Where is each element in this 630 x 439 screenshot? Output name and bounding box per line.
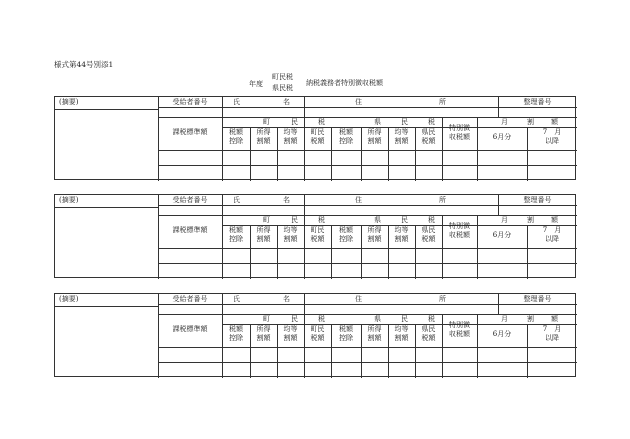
pref-deduction-label-1: 税額 [339, 226, 353, 234]
special-collection-label-1: 特別徴 [449, 321, 470, 329]
town-tax-group-3: 税 [318, 216, 325, 224]
document-title: 納税義務者特別徴収税額 [306, 79, 383, 87]
special-collection-label-2: 収税額 [449, 133, 470, 141]
summary-label: (摘要) [59, 196, 79, 204]
tax-type-prefecture: 県民税 [272, 84, 293, 92]
pref-per-capita-label-1: 均等 [394, 226, 409, 234]
pref-tax-amount-label-2: 税額 [421, 137, 436, 145]
name-label-2: 名 [283, 98, 290, 106]
pref-deduction-label-2: 控除 [339, 137, 353, 145]
pref-deduction-label-2: 控除 [339, 334, 353, 342]
town-income-label-2: 割額 [256, 334, 271, 342]
monthly-label-3: 額 [551, 315, 558, 323]
tax-record-form [54, 293, 576, 377]
fiscal-year-label: 年度 [249, 80, 263, 88]
monthly-label-1: 月 [501, 315, 508, 323]
monthly-label-2: 割 [527, 216, 534, 224]
special-collection-label-1: 特別徴 [449, 222, 470, 230]
town-per-capita-label-2: 割額 [283, 235, 298, 243]
june-label: 6月分 [492, 133, 512, 141]
tax-base-label: 課税標準額 [172, 325, 208, 333]
pref-tax-group-3: 税 [428, 118, 435, 126]
pref-per-capita-label-1: 均等 [394, 128, 409, 136]
town-deduction-label-1: 税額 [229, 128, 243, 136]
town-tax-group-2: 民 [291, 315, 298, 323]
pref-tax-group-3: 税 [428, 315, 435, 323]
special-collection-label-2: 収税額 [449, 330, 470, 338]
town-deduction-label-2: 控除 [229, 235, 243, 243]
pref-deduction-label-2: 控除 [339, 235, 353, 243]
recipient-number-label: 受給者番号 [172, 98, 208, 106]
town-tax-group-1: 町 [263, 118, 270, 126]
summary-label: (摘要) [59, 98, 79, 106]
monthly-label-2: 割 [527, 118, 534, 126]
special-collection-label-1: 特別徴 [449, 124, 470, 132]
july-label-1: 7 月 [542, 325, 562, 333]
town-tax-amount-label-1: 町民 [310, 128, 325, 136]
monthly-label-3: 額 [551, 216, 558, 224]
pref-deduction-label-1: 税額 [339, 325, 353, 333]
pref-income-label-2: 割額 [367, 334, 382, 342]
special-collection-label-2: 収税額 [449, 231, 470, 239]
recipient-number-label: 受給者番号 [172, 196, 208, 204]
town-income-label-1: 所得 [256, 325, 271, 333]
june-label: 6月分 [492, 231, 512, 239]
town-deduction-label-1: 税額 [229, 226, 243, 234]
pref-tax-group-1: 県 [374, 216, 381, 224]
pref-tax-group-3: 税 [428, 216, 435, 224]
town-tax-amount-label-1: 町民 [310, 325, 325, 333]
tax-record-form [54, 96, 576, 180]
form-number-label: 様式第44号別添1 [54, 60, 114, 69]
address-label-2: 所 [439, 196, 446, 204]
town-tax-group-1: 町 [263, 315, 270, 323]
pref-tax-amount-label-2: 税額 [421, 334, 436, 342]
town-income-label-2: 割額 [256, 137, 271, 145]
pref-per-capita-label-2: 割額 [394, 235, 409, 243]
town-deduction-label-2: 控除 [229, 137, 243, 145]
tax-base-label: 課税標準額 [172, 226, 208, 234]
town-deduction-label-2: 控除 [229, 334, 243, 342]
july-label-2: 以降 [545, 137, 559, 145]
address-label-2: 所 [439, 98, 446, 106]
summary-label: (摘要) [59, 295, 79, 303]
name-label-1: 氏 [233, 196, 240, 204]
reference-number-label: 整理番号 [523, 295, 552, 303]
town-income-label-1: 所得 [256, 226, 271, 234]
pref-tax-group-1: 県 [374, 118, 381, 126]
july-label-2: 以降 [545, 235, 559, 243]
monthly-label-1: 月 [501, 216, 508, 224]
name-label-2: 名 [283, 196, 290, 204]
town-income-label-2: 割額 [256, 235, 271, 243]
pref-income-label-1: 所得 [367, 226, 382, 234]
july-label-1: 7 月 [542, 226, 562, 234]
pref-tax-amount-label-2: 税額 [421, 235, 436, 243]
pref-tax-group-2: 民 [401, 216, 408, 224]
address-label-1: 住 [355, 196, 362, 204]
pref-tax-amount-label-1: 県民 [421, 226, 436, 234]
tax-record-form [54, 194, 576, 278]
town-tax-amount-label-1: 町民 [310, 226, 325, 234]
pref-income-label-2: 割額 [367, 137, 382, 145]
july-label-2: 以降 [545, 334, 559, 342]
town-per-capita-label-1: 均等 [283, 128, 298, 136]
july-label-1: 7 月 [542, 128, 562, 136]
pref-income-label-1: 所得 [367, 128, 382, 136]
town-deduction-label-1: 税額 [229, 325, 243, 333]
address-label-1: 住 [355, 295, 362, 303]
name-label-1: 氏 [233, 295, 240, 303]
monthly-label-2: 割 [527, 315, 534, 323]
town-tax-amount-label-2: 税額 [310, 137, 325, 145]
pref-tax-group-2: 民 [401, 118, 408, 126]
pref-tax-amount-label-1: 県民 [421, 325, 436, 333]
town-per-capita-label-1: 均等 [283, 325, 298, 333]
town-per-capita-label-2: 割額 [283, 334, 298, 342]
pref-tax-group-1: 県 [374, 315, 381, 323]
recipient-number-label: 受給者番号 [172, 295, 208, 303]
reference-number-label: 整理番号 [523, 98, 552, 106]
town-tax-group-2: 民 [291, 216, 298, 224]
reference-number-label: 整理番号 [523, 196, 552, 204]
pref-income-label-2: 割額 [367, 235, 382, 243]
town-tax-group-1: 町 [263, 216, 270, 224]
pref-tax-group-2: 民 [401, 315, 408, 323]
tax-base-label: 課税標準額 [172, 128, 208, 136]
address-label-2: 所 [439, 295, 446, 303]
pref-deduction-label-1: 税額 [339, 128, 353, 136]
pref-per-capita-label-1: 均等 [394, 325, 409, 333]
town-income-label-1: 所得 [256, 128, 271, 136]
town-per-capita-label-1: 均等 [283, 226, 298, 234]
town-tax-group-3: 税 [318, 118, 325, 126]
name-label-2: 名 [283, 295, 290, 303]
town-tax-amount-label-2: 税額 [310, 235, 325, 243]
monthly-label-1: 月 [501, 118, 508, 126]
address-label-1: 住 [355, 98, 362, 106]
pref-per-capita-label-2: 割額 [394, 334, 409, 342]
pref-per-capita-label-2: 割額 [394, 137, 409, 145]
town-per-capita-label-2: 割額 [283, 137, 298, 145]
monthly-label-3: 額 [551, 118, 558, 126]
pref-income-label-1: 所得 [367, 325, 382, 333]
name-label-1: 氏 [233, 98, 240, 106]
pref-tax-amount-label-1: 県民 [421, 128, 436, 136]
town-tax-amount-label-2: 税額 [310, 334, 325, 342]
tax-type-town: 町民税 [272, 73, 293, 81]
town-tax-group-3: 税 [318, 315, 325, 323]
town-tax-group-2: 民 [291, 118, 298, 126]
june-label: 6月分 [492, 330, 512, 338]
